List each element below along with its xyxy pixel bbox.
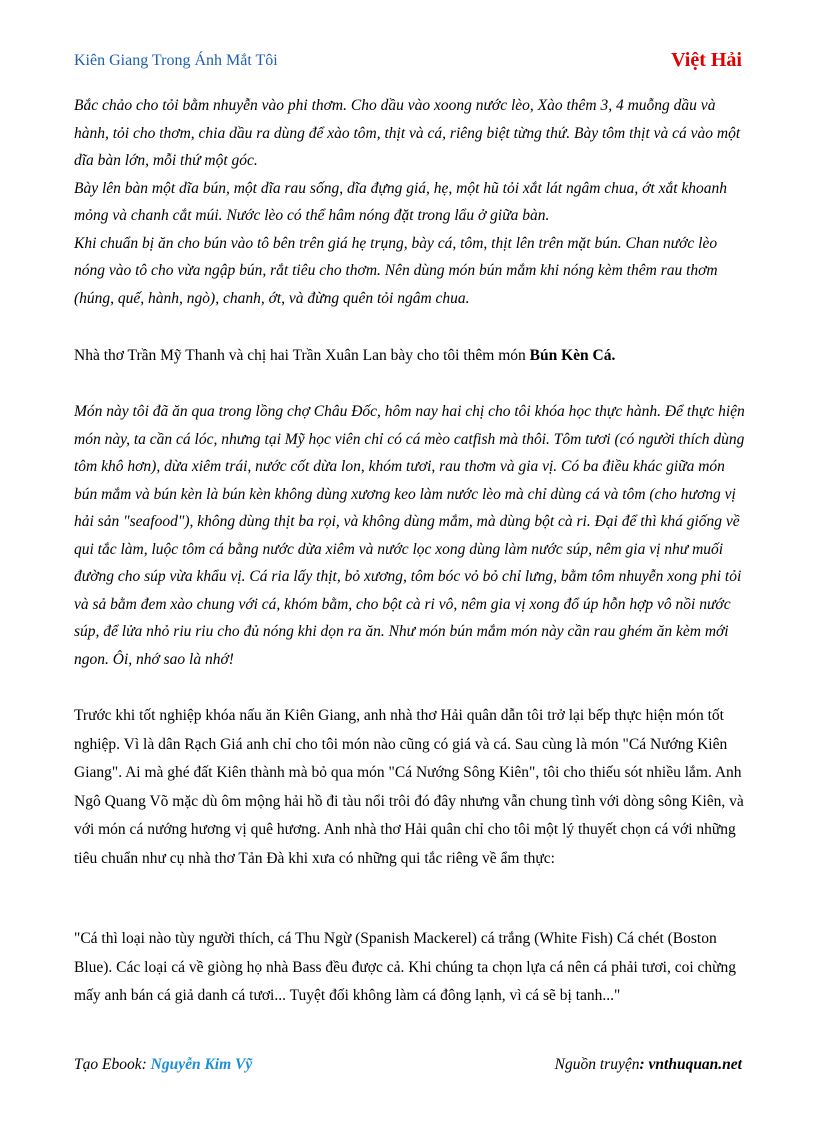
recipe2-block	[74, 398, 746, 673]
intro-paragraph	[74, 342, 746, 371]
book-title: Kiên Giang Trong Ánh Mắt Tôi	[74, 52, 278, 69]
source-credit	[555, 1056, 742, 1074]
recipe1-paragraph-1: Bắc chảo cho tỏi bằm nhuyễn vào phi thơm. Cho dầu vào xoong nước lèo, Xào thêm 3, 4 muỗng dầu và hành, tỏi cho thơm, chia dầu ra dùng để xào tôm, thịt và cá, riêng biệt từng thứ. Bày tôm thịt và cá vào một dĩa bàn lớn, mỗi thứ một góc.	[74, 97, 741, 169]
source-sep: :	[639, 1056, 649, 1073]
recipe1-paragraph-2: Bày lên bàn một dĩa bún, một dĩa rau sống, dĩa đựng giá, hẹ, một hũ tỏi xắt lát ngâm chua, ớt xắt khoanh mỏng và chanh cắt múi. Nước lèo có thể hâm nóng đặt trong lẩu ở giữa bàn.	[74, 179, 728, 224]
ebook-label: Tạo Ebook	[74, 1056, 142, 1073]
quote-paragraph	[74, 925, 746, 1011]
source-site: vnthuquan.net	[648, 1056, 742, 1073]
recipe1-block	[74, 92, 746, 312]
graduation-paragraph	[74, 702, 746, 873]
graduation-text: Trước khi tốt nghiệp khóa nấu ăn Kiên Giang, anh nhà thơ Hải quân dẫn tôi trở lại bếp thực hiện món tốt nghiệp. Vì là dân Rạch Giá anh chỉ cho tôi món nào cũng có giá và cá. Sau cùng là món "Cá Nướng Kiên Giang". Ai mà ghé đất Kiên thành mà bỏ qua món "Cá Nướng Sông Kiên", tôi cho thiếu sót nhiều lắm. Anh Ngô Quang Võ mặc dù ôm mộng hải hồ đi tàu nổi trôi đó đây nhưng vẫn chung tình với dòng sông Kiên, và với món cá nướng hương vị quê hương. Anh nhà thơ Hải quân chỉ cho tôi một lý thuyết chọn cá với những tiêu chuẩn như cụ nhà thơ Tản Đà khi xưa có những qui tắc riêng về ẩm thực:	[74, 707, 744, 867]
author-name: Việt Hải	[671, 49, 742, 71]
ebook-credit	[74, 1056, 252, 1074]
ebook-maker: Nguyễn Kim Vỹ	[150, 1056, 253, 1073]
recipe1-paragraph-3: Khi chuẩn bị ăn cho bún vào tô bên trên giá hẹ trụng, bày cá, tôm, thịt lên trên mặt bún. Chan nước lèo nóng vào tô cho vừa ngập bún, rắt tiêu cho thơm. Nên dùng món bún mắm khi nóng kèm thêm rau thơm (húng, quế, hành, ngò), chanh, ớt, và đừng quên tỏi ngâm chua.	[74, 234, 718, 307]
source-label: Nguồn truyện	[554, 1056, 640, 1073]
quote-text: "Cá thì loại nào tùy người thích, cá Thu Ngừ (Spanish Mackerel) cá trắng (White Fish) Cá chét (Boston Blue). Các loại cá về giòng họ nhà Bass đều được cả. Khi chúng ta chọn lựa cá nên cá phải tươi, coi chừng mấy anh bán cá giả danh cá tươi... Tuyệt đối không làm cá đông lạnh, vì cá sẽ bị tanh..."	[74, 930, 737, 1004]
ebook-sep: :	[141, 1056, 151, 1073]
recipe2-paragraph: Món này tôi đã ăn qua trong lồng chợ Châu Đốc, hôm nay hai chị cho tôi khóa học thực hành. Để thực hiện món này, ta cần cá lóc, nhưng tại Mỹ học viên chỉ có cá mèo catfish mà thôi. Tôm tươi (có người thích dùng tôm khô hơn), dừa xiêm trái, nước cốt dừa lon, khóm tươi, rau thơm và gia vị. Có ba điều khác giữa món bún mắm và bún kèn là bún kèn không dùng xương keo làm nước lèo mà chỉ dùng cá và tôm (cho hương vị hải sản "seafood"), không dùng thịt ba rọi, và không dùng mắm, mà dùng bột cà ri. Đại để thì khá giống về qui tắc làm, luộc tôm cá bằng nước dừa xiêm và nước lọc xong dùng làm nước súp, nêm gia vị như muối đường cho súp vừa khẩu vị. Cá ria lấy thịt, bỏ xương, tôm bóc vỏ bỏ chỉ lưng, bằm tôm nhuyễn xong phi tỏi và sả bằm đem xào chung với cá, khóm bằm, cho bột cà ri vô, nêm gia vị xong đổ úp hỗn hợp vô nồi nước súp, để lửa nhỏ riu riu cho đủ nóng khi dọn ra ăn. Như món bún mắm món này cần rau ghém ăn kèm mới ngon. Ôi, nhớ sao là nhớ!	[74, 403, 745, 668]
intro-text: Nhà thơ Trần Mỹ Thanh và chị hai Trần Xuân Lan bày cho tôi thêm món	[74, 347, 530, 364]
dish-name: Bún Kèn Cá.	[529, 347, 616, 364]
